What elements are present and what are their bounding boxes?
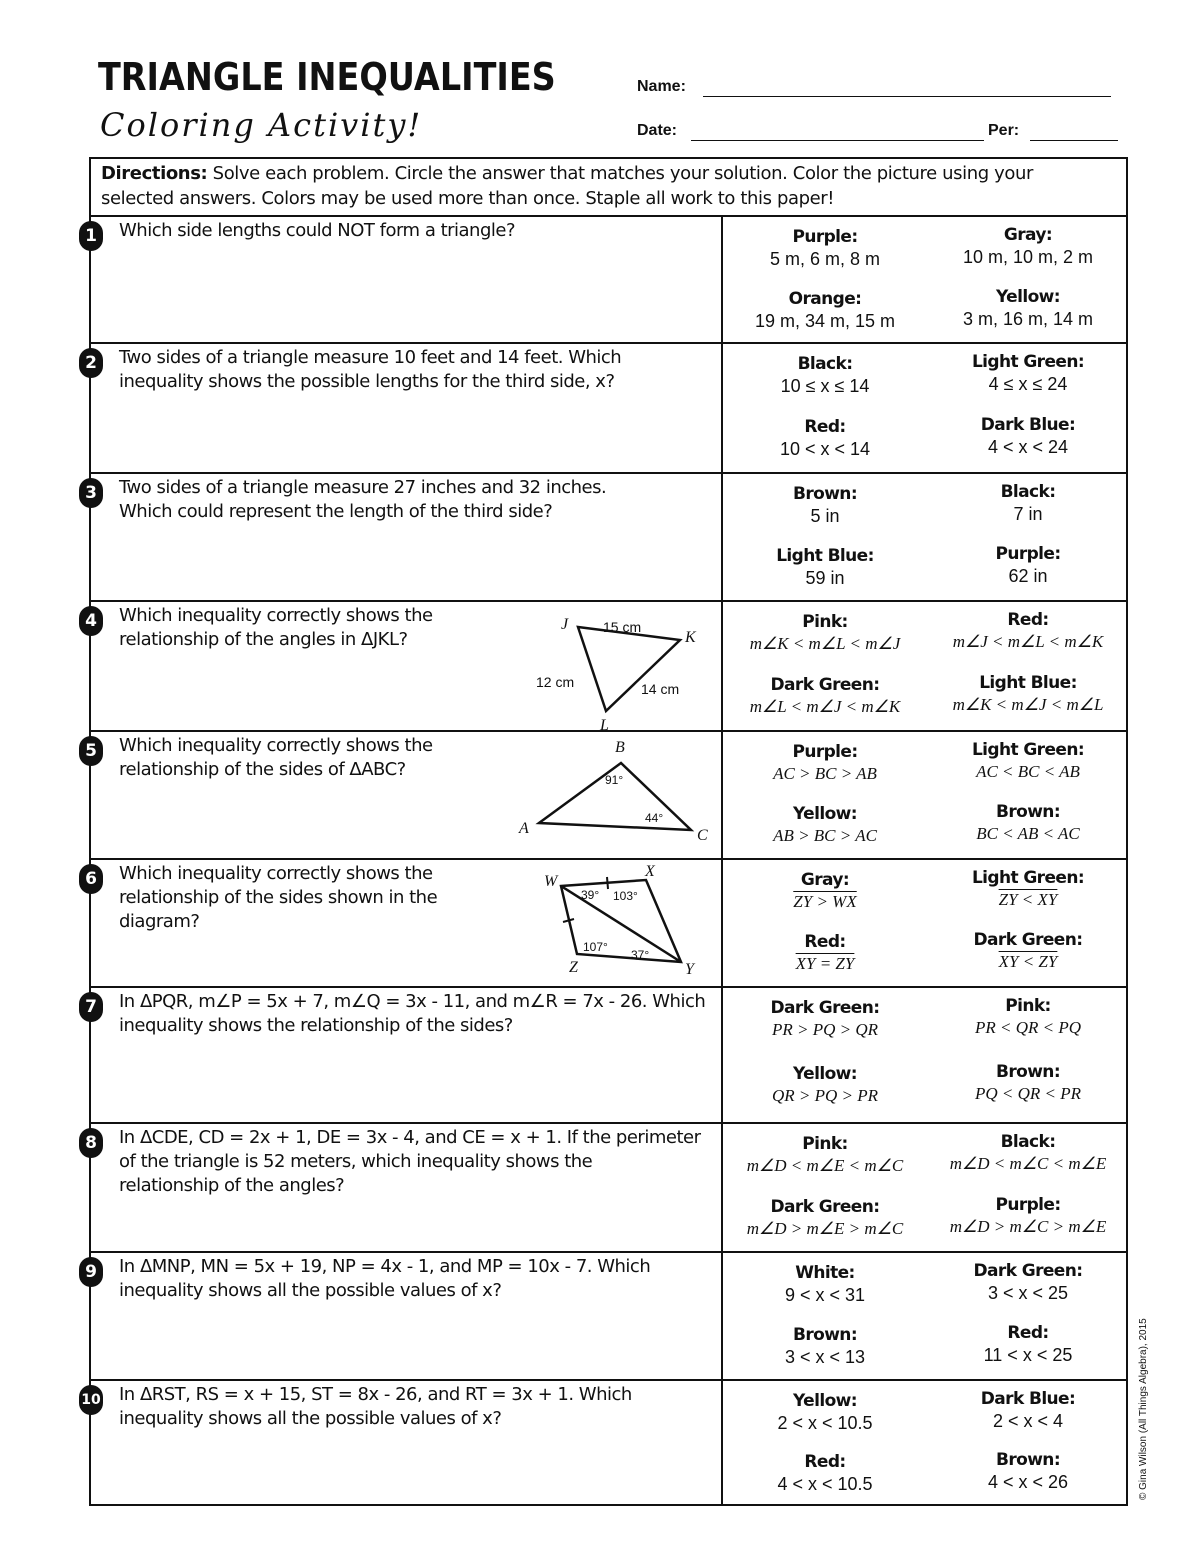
answer-value: PR < QR < PQ [974,1018,1082,1037]
date-label: Date: [637,122,678,139]
answer-color-label: Black: [797,354,853,374]
worksheet-title: TRIANGLE INEQUALITIES [98,55,556,99]
question-row-4 [85,600,1126,734]
answer-choice[interactable] [725,227,925,271]
vertex-j: J [561,616,569,633]
answer-color-label: Dark Green: [973,930,1083,950]
answer-choice[interactable] [725,354,925,398]
answer-choice[interactable] [725,742,925,786]
worksheet-subtitle: Coloring Activity! [100,106,423,144]
answer-choices [723,1381,1126,1504]
answer-choice[interactable] [928,868,1128,912]
answer-choices [723,474,1126,600]
answer-color-label: Dark Green: [770,998,880,1018]
answer-color-label: Light Blue: [979,673,1077,693]
question-number-badge: 6 [79,864,103,894]
answer-color-label: Red: [1007,1323,1049,1343]
question-text: Which inequality correctly shows the relationship of the angles in ΔJKL? [119,605,433,650]
answer-value: m∠J < m∠L < m∠K [952,632,1104,651]
angle-3-measure: 107° [583,940,608,954]
answer-color-label: Brown: [792,1325,858,1345]
question-text: In ΔMNP, MN = 5x + 19, NP = 4x - 1, and MP = 10x - 7. Which inequality shows all the possible values of x? [119,1256,651,1301]
answer-color-label: Yellow: [793,1391,857,1411]
question-number-badge: 1 [79,221,103,251]
answer-choice[interactable] [928,225,1128,269]
answer-value: PR > PQ > QR [771,1020,879,1039]
question-number-badge: 7 [79,992,103,1022]
answer-color-label: Purple: [792,742,858,762]
answer-choices [723,1124,1126,1251]
answer-value: m∠D < m∠E < m∠C [746,1156,904,1175]
answer-choice[interactable] [928,415,1128,459]
answer-choice[interactable] [928,610,1128,654]
answer-choices [723,217,1126,342]
answer-value: 3 m, 16 m, 14 m [962,309,1094,329]
answer-value: QR > PQ > PR [771,1086,879,1105]
answer-choice[interactable] [928,1323,1128,1367]
side-jk-length: 15 cm [603,619,642,635]
copyright-notice: © Gina Wilson (All Things Algebra), 2015 [1138,1318,1149,1500]
answer-value: 10 m, 10 m, 2 m [962,247,1094,267]
question-text: Two sides of a triangle measure 27 inches and 32 inches. Which could represent the length of the third side? [119,477,607,522]
question-number-badge: 9 [79,1257,103,1287]
answer-choice[interactable] [928,930,1128,974]
answer-value: 4 < x < 26 [987,1472,1069,1492]
answer-value: 2 < x < 10.5 [777,1413,873,1433]
date-field [637,122,677,140]
question-number-badge: 5 [79,736,103,766]
answer-value: 2 < x < 4 [992,1411,1064,1431]
answer-choice[interactable] [725,1452,925,1496]
answer-value: AC > BC > AB [773,764,877,783]
question-row-6 [85,858,1126,986]
triangle-jkl-figure [531,612,711,734]
vertex-z: Z [569,959,578,976]
question-row-1 [85,215,1126,342]
answer-choice[interactable] [725,546,925,590]
question-number-badge: 4 [79,606,103,636]
answer-choice[interactable] [725,1391,925,1435]
answer-choice[interactable] [725,1197,925,1241]
answer-choice[interactable] [725,998,925,1042]
answer-value: m∠D < m∠C < m∠E [949,1154,1107,1173]
answer-color-label: Pink: [802,1134,848,1154]
worksheet-table [81,157,1128,1506]
answer-choice[interactable] [725,870,925,914]
answer-color-label: Light Blue: [776,546,874,566]
question-number-badge: 10 [79,1385,103,1415]
question-cell [85,344,723,472]
question-cell [85,1253,723,1379]
answer-color-label: Purple: [792,227,858,247]
answer-value: 9 < x < 31 [784,1285,866,1305]
question-cell [85,860,723,986]
question-cell [85,474,723,600]
question-text: In ΔCDE, CD = 2x + 1, DE = 3x - 4, and CE = x + 1. If the perimeter of the triangle is 52 meters, which inequality shows the relationship of the angles? [119,1127,701,1196]
answer-value: XY = ZY [795,954,855,973]
answer-choice[interactable] [725,675,925,719]
answer-value: m∠L < m∠J < m∠K [749,697,901,716]
vertex-a: A [519,820,529,837]
answer-color-label: Brown: [995,802,1061,822]
answer-color-label: Gray: [800,870,850,890]
answer-choice[interactable] [928,996,1128,1040]
answer-value: 11 < x < 25 [983,1345,1073,1365]
answer-value: AC < BC < AB [976,762,1080,781]
answer-choice[interactable] [725,484,925,528]
answer-color-label: Red: [804,932,846,952]
triangle-jkl [578,627,680,711]
question-row-5 [85,730,1126,858]
angle-4-measure: 37° [631,948,650,962]
answer-value: BC < AB < AC [976,824,1080,843]
answer-color-label: Brown: [995,1450,1061,1470]
answer-value: 3 < x < 25 [987,1283,1069,1303]
answer-choices [723,732,1126,858]
answer-value: 19 m, 34 m, 15 m [754,311,896,331]
question-row-8 [85,1122,1126,1251]
answer-color-label: Gray: [1003,225,1053,245]
answer-choice[interactable] [928,352,1128,396]
answer-choices [723,602,1126,730]
answer-choice[interactable] [928,740,1128,784]
tick-mark-wx [607,877,608,889]
question-cell [85,1124,723,1251]
answer-choice[interactable] [725,1064,925,1108]
answer-value: AB > BC > AC [773,826,877,845]
answer-color-label: Yellow: [793,804,857,824]
answer-choice[interactable] [928,1261,1128,1305]
answer-choice[interactable] [725,932,925,976]
question-text: Which inequality correctly shows the relationship of the sides shown in the diagram? [119,863,438,932]
question-text: In ΔRST, RS = x + 15, ST = 8x - 26, and RT = 3x + 1. Which inequality shows all the possible values of x? [119,1384,632,1429]
answer-color-label: Light Green: [971,868,1085,888]
answer-color-label: Dark Blue: [980,415,1076,435]
vertex-x: X [645,863,655,880]
answer-value: 3 < x < 13 [784,1347,866,1367]
angle-2-measure: 103° [613,889,638,903]
answer-choice[interactable] [928,287,1128,331]
answer-color-label: Yellow: [793,1064,857,1084]
answer-choices [723,860,1126,986]
answer-value: m∠D > m∠C > m∠E [949,1217,1107,1236]
answer-color-label: Light Green: [971,352,1085,372]
question-row-10 [81,1379,1126,1504]
answer-choice[interactable] [928,544,1128,588]
answer-color-label: Orange: [788,289,862,309]
vertex-w: W [544,873,558,890]
answer-value: m∠K < m∠J < m∠L [952,695,1104,714]
answer-choices [723,988,1126,1122]
answer-color-label: Purple: [995,544,1061,564]
directions [101,161,1111,211]
answer-color-label: Red: [804,1452,846,1472]
answer-choices [723,1253,1126,1379]
answer-value: 62 in [1008,566,1048,586]
answer-choices [723,344,1126,472]
angle-b-measure: 91° [605,773,624,787]
answer-choice[interactable] [725,417,925,461]
answer-choice[interactable] [928,1062,1128,1106]
answer-choice[interactable] [928,1389,1128,1433]
vertex-l: L [600,717,609,734]
question-cell [85,602,723,734]
answer-color-label: Brown: [792,484,858,504]
question-row-2 [85,342,1126,472]
answer-value: PQ < QR < PR [974,1084,1082,1103]
answer-color-label: Brown: [995,1062,1061,1082]
answer-choice[interactable] [725,1325,925,1369]
period-field [988,122,1019,140]
period-label: Per: [988,122,1020,139]
question-cell [85,732,723,858]
answer-choice[interactable] [725,804,925,848]
answer-color-label: Red: [1007,610,1049,630]
question-text: Which side lengths could NOT form a triangle? [119,220,516,241]
answer-value: 4 ≤ x ≤ 24 [988,374,1068,394]
question-cell [85,988,723,1122]
answer-choice[interactable] [928,1132,1128,1176]
answer-color-label: Red: [804,417,846,437]
name-label: Name: [637,78,686,95]
answer-value: m∠D > m∠E > m∠C [746,1219,904,1238]
angle-1-measure: 39° [581,888,600,902]
answer-value: ZY > WX [793,892,857,911]
question-cell [85,217,723,342]
vertex-k: K [685,629,696,646]
answer-value: 10 ≤ x ≤ 14 [780,376,870,396]
answer-value: ZY < XY [998,890,1058,909]
answer-color-label: Dark Green: [770,675,880,695]
side-kl-length: 14 cm [641,681,680,697]
question-number-badge: 3 [79,478,103,508]
side-jl-length: 12 cm [536,674,575,690]
answer-choice[interactable] [928,482,1128,526]
answer-choice[interactable] [928,673,1128,717]
answer-color-label: Black: [1000,1132,1056,1152]
question-cell [81,1381,723,1504]
answer-color-label: Pink: [1005,996,1051,1016]
question-text: Which inequality correctly shows the relationship of the sides of ΔABC? [119,735,433,780]
question-row-9 [85,1251,1126,1379]
answer-choice[interactable] [725,612,925,656]
question-text: In ΔPQR, m∠P = 5x + 7, m∠Q = 3x - 11, and m∠R = 7x - 26. Which inequality shows the relationship of the sides? [119,991,706,1036]
answer-color-label: Yellow: [996,287,1060,307]
vertex-y: Y [685,961,694,978]
answer-choice[interactable] [725,1263,925,1307]
vertex-c: C [697,827,708,844]
answer-color-label: Dark Green: [973,1261,1083,1281]
answer-value: m∠K < m∠L < m∠J [749,634,901,653]
answer-value: 10 < x < 14 [779,439,871,459]
answer-choice[interactable] [725,1134,925,1178]
answer-value: 59 in [805,568,845,588]
vertex-b: B [615,739,625,756]
directions-text: Solve each problem. Circle the answer that matches your solution. Color the picture using your selected answers. Colors may be used more than once. Staple all work to this paper! [101,163,1033,209]
answer-choice[interactable] [725,289,925,333]
question-number-badge: 8 [79,1128,103,1158]
angle-c-measure: 44° [645,811,664,825]
answer-color-label: Purple: [995,1195,1061,1215]
answer-color-label: Light Green: [971,740,1085,760]
answer-color-label: Pink: [802,612,848,632]
answer-value: 4 < x < 24 [987,437,1069,457]
answer-color-label: White: [795,1263,855,1283]
name-field [637,78,686,96]
answer-value: 4 < x < 10.5 [777,1474,873,1494]
answer-color-label: Black: [1000,482,1056,502]
triangle-abc-figure [519,740,719,850]
quadrilateral-wxyz-figure [539,864,719,984]
answer-choice[interactable] [928,802,1128,846]
directions-label: Directions: [101,163,208,184]
answer-choice[interactable] [928,1195,1128,1239]
answer-value: XY < ZY [998,952,1058,971]
answer-choice[interactable] [928,1450,1128,1494]
question-number-badge: 2 [79,348,103,378]
question-text: Two sides of a triangle measure 10 feet and 14 feet. Which inequality shows the possible lengths for the third side, x? [119,347,622,392]
answer-value: 5 in [810,506,840,526]
answer-value: 7 in [1013,504,1043,524]
answer-color-label: Dark Blue: [980,1389,1076,1409]
answer-value: 5 m, 6 m, 8 m [769,249,881,269]
question-row-3 [85,472,1126,600]
answer-color-label: Dark Green: [770,1197,880,1217]
question-row-7 [85,986,1126,1122]
